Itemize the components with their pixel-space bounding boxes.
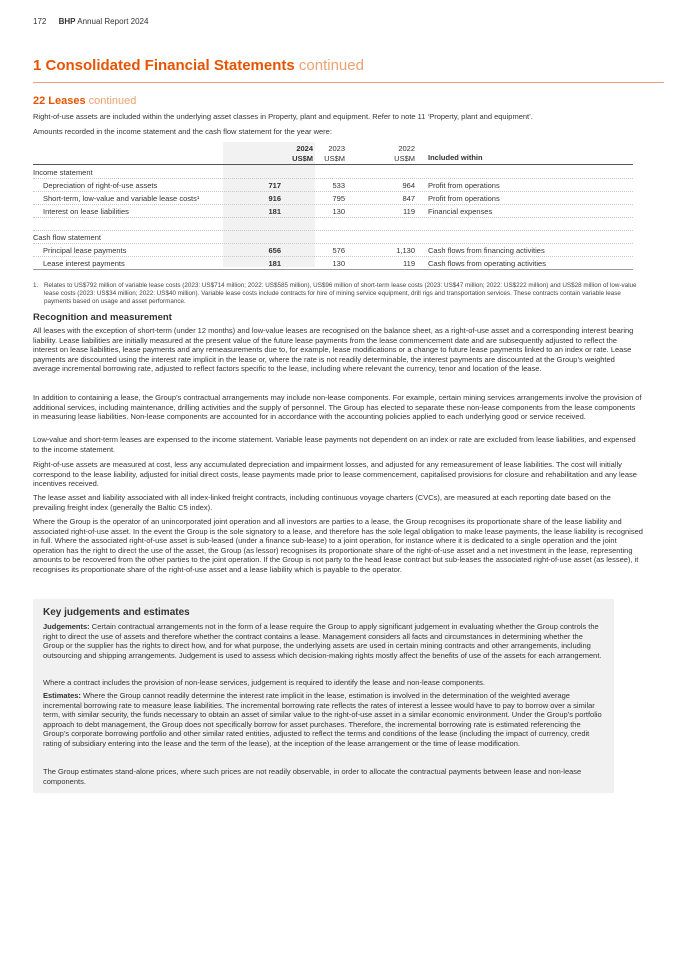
table-row: Short-term, low-value and variable lease costs¹ 916 795 847 Profit from operations (33, 191, 633, 205)
header-included-within: Included within (428, 153, 483, 162)
recognition-paragraph: All leases with the exception of short-term (under 12 months) and low-value leases are recognised on the balance sheet, as a right-of-use asset and a corresponding interest bearing liability. Lease liabilities are initially measured at the present value of the future lease payments from the lease commencement date and are subsequently adjusted to reflect the interest on lease liabilities, lease payments and any remeasurements due to, for example, lease modifications or a change to future lease payments linked to an index or rate. Lease payments are discounted using the interest rate implicit in the lease or, where the rate is not readily determinable, the interest payments are discounted at the Group’s weighted average incremental borrowing rate, adjusted to reflect factors specific to the lease, including where relevant the currency, tenor and location of the lease. (33, 326, 634, 374)
table-row: Principal lease payments 656 576 1,130 Cash flows from financing activities (33, 243, 633, 257)
cash-heading: Cash flow statement (33, 233, 101, 242)
title-continued: continued (298, 57, 364, 74)
key-judgements-box (33, 599, 614, 793)
page-title (33, 57, 364, 74)
spacer-row (33, 217, 633, 231)
recognition-paragraph: The lease asset and liability associated with all index-linked freight contracts, including continuous voyage charters (CVCs), are measured at each reporting date based on the prevailing freight index (generally the Baltic C5 index). (33, 493, 611, 512)
table-row: Interest on lease liabilities 181 130 119 Financial expenses (33, 204, 633, 218)
page-number: 172 (33, 17, 47, 26)
section-continued: continued (88, 95, 137, 107)
lease-table (33, 142, 633, 268)
recognition-paragraph: Right-of-use assets are measured at cost, less any accumulated depreciation and impairment losses, and adjusted for any remeasurement of lease liabilities. The cost will initially correspond to the lease liability, adjusted for initial direct costs, lease payments made prior to lease commencement, capitalised provisions for closure and rehabilitation and any lease incentives received. (33, 460, 637, 489)
header-2024: 2024 US$M (292, 144, 313, 163)
judgements-paragraph: Judgements: Certain contractual arrangements not in the form of a lease require the Group to apply significant judgement in evaluating whether the Group controls the right to direct the use of assets and therefore whether the contract contains a lease. Management considers all facts and circumstances in determining whether the Group or the supplier has the rights to direct how, and for what purpose, the underlying assets are used in certain mining contracts and other arrangements, including outsourcing and shipping arrangements. Judgement is used to assess which decision-making rights mostly affect the benefits of use of the assets for each arrangement. (43, 622, 602, 660)
table-row: Lease interest payments 181 130 119 Cash flows from operating activities (33, 256, 633, 270)
judgements-heading: Key judgements and estimates (43, 607, 190, 618)
header-2023: 2023 US$M (324, 144, 345, 163)
section-main: 22 Leases (33, 95, 86, 107)
non-lease-paragraph: Where a contract includes the provision of non-lease services, judgement is required to identify the lease and non-lease components. (43, 678, 485, 687)
section-title (33, 95, 136, 107)
income-heading-row (33, 165, 633, 179)
table-footnote: 1. Relates to US$792 million of variable lease costs (2023: US$714 million; 2022: US$585 million), US$96 million of short-term lease costs (2023: US$47 million; 2022: US$222 million) and US$28 million of low-value lease costs (2023: US$34 million; 2022: US$40 million). Variable lease costs include contracts for hire of mining service equipment, drill rigs and transportation services. These contracts contain variable lease payments based on usage and asset performance. (33, 282, 637, 305)
recognition-paragraph: Where the Group is the operator of an unincorporated joint operation and all investors are parties to a lease, the Group recognises its proportionate share of the lease liability and associated right-of-use asset. In the event the Group is the sole signatory to a lease, and therefore has the sole legal obligation to make lease payments, the lease liability is recognised in full. Where the associated right-of-use asset is sub-leased (under a finance sub-lease) to a joint operation, for instance where it is dedicated to a single operation and the joint operation has the right to direct the use of the asset, the Group (as lessor) recognises its proportionate share of the right-of-use asset and a net investment in the lease, representing amounts to be recovered from the other parties to the joint operation. If the Group is not party to the head lease contract but sub-leases the associated right-of-use asset (as lessee), it recognises its proportionate share of the right-of-use asset and a lease liability which is payable to the operator. (33, 517, 643, 574)
income-heading: Income statement (33, 168, 93, 177)
page-header (33, 17, 148, 26)
title-divider (33, 82, 664, 83)
cash-heading-row (33, 230, 633, 244)
estimates-paragraph: Estimates: Where the Group cannot readily determine the interest rate implicit in the lease, estimation is involved in the determination of the weighted average incremental borrowing rate to measure lease liabilities. The incremental borrowing rate reflects the rates of interest a lessee would have to pay to borrow over a similar term, with similar security, the funds necessary to obtain an asset of similar value to the right-of-use asset in a similar economic environment. Under the Group’s portfolio approach to debt management, the Group does not specifically borrow for asset purchases. Therefore, the incremental borrowing rate is estimated referencing the Group’s corporate borrowing portfolio and other similar rated entities, adjusted to reflect the terms and conditions of the lease (including the impact of currency, credit rating of subsidiary entering into the lease and the term of the lease), at the inception of the lease arrangement or the time of lease modification. (43, 691, 602, 748)
recognition-paragraph: In addition to containing a lease, the Group’s contractual arrangements may include non-lease components. For example, certain mining services arrangements involve the provision of additional services, including maintenance, drilling activities and the supply of personnel. The Group has elected to separate these non-lease components from the lease components in measuring lease liabilities. Non-lease components are accounted for in accordance with the accounting policies applied to each underlying good or service received. (33, 393, 642, 422)
company-name: BHP (58, 17, 76, 26)
recognition-paragraph: Low-value and short-term leases are expensed to the income statement. Variable lease payments not dependent on an index or rate are excluded from lease liabilities, and expensed to the income statement. (33, 435, 636, 454)
report-name: Annual Report 2024 (77, 17, 149, 26)
header-2022: 2022 US$M (394, 144, 415, 163)
intro-paragraph-2: Amounts recorded in the income statement and the cash flow statement for the year were: (33, 127, 332, 136)
recognition-heading: Recognition and measurement (33, 312, 172, 323)
intro-paragraph-1: Right-of-use assets are included within the underlying asset classes in Property, plant and equipment. Refer to note 11 ‘Property, plant and equipment’. (33, 112, 533, 121)
table-row: Depreciation of right-of-use assets 717 533 964 Profit from operations (33, 178, 633, 192)
standalone-prices-paragraph: The Group estimates stand-alone prices, where such prices are not readily observable, in order to allocate the contractual payments between lease and non-lease components. (43, 767, 582, 786)
title-main: 1 Consolidated Financial Statements (33, 57, 295, 74)
